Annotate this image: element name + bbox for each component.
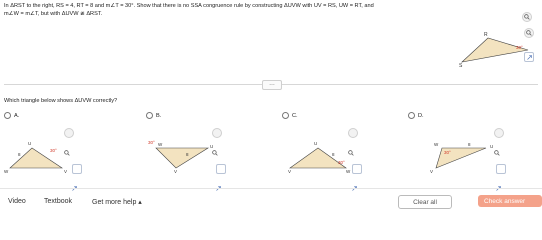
choice-d-expand-button[interactable] (496, 164, 506, 174)
label-value: 8 (468, 142, 471, 147)
label-r: R (484, 32, 488, 38)
more-button[interactable]: … (262, 80, 282, 90)
problem-statement (4, 2, 474, 18)
reference-expand-button[interactable] (524, 52, 534, 62)
label-value: 8 (332, 152, 335, 157)
choice-b-radio[interactable] (146, 112, 274, 119)
label-s: S (459, 63, 463, 68)
expand-icon (524, 52, 534, 62)
choice-c-radio[interactable] (282, 112, 410, 119)
choice-c-letter: C. (292, 112, 298, 119)
choice-a (4, 112, 132, 176)
choice-b-expand-button[interactable] (216, 164, 226, 174)
label-angle: 30° (50, 148, 57, 153)
choice-d (408, 112, 536, 176)
choice-c-triangle-svg (282, 134, 362, 174)
choice-d-triangle-svg (408, 134, 508, 174)
magnifier-icon (522, 12, 532, 22)
choice-b-triangle-svg (146, 134, 226, 174)
choice-d-letter: D. (418, 112, 424, 119)
expand-icon (352, 164, 362, 174)
label-w: W (4, 169, 9, 174)
radio-circle (146, 112, 153, 119)
choice-a-letter: A. (14, 112, 20, 119)
get-more-help-link[interactable]: Get more help ▴ (92, 199, 142, 206)
label-u: U (28, 141, 32, 146)
label-u: U (210, 144, 214, 149)
choice-a-radio[interactable] (4, 112, 132, 119)
video-link[interactable]: Video (8, 198, 26, 205)
label-angle: 30° (338, 160, 345, 165)
choice-c-expand-button[interactable] (352, 164, 362, 174)
label-w: W (158, 142, 163, 147)
label-u: U (314, 141, 318, 146)
label-value: 8 (18, 152, 21, 157)
expand-icon (216, 164, 226, 174)
choice-b-letter: B. (156, 112, 162, 119)
reference-zoom-button[interactable] (524, 28, 534, 38)
label-v: V (430, 169, 434, 174)
footer-toolbar (0, 188, 542, 219)
label-angle: 30° (516, 45, 523, 50)
label-angle: 30° (444, 150, 451, 155)
problem-line-1: In ΔRST to the right, RS = 4, RT = 8 and m∠T = 30°. Show that there is no SSA congruence rule by constructing ΔUVW with UV = RS, UW = RT, and (4, 3, 374, 9)
choice-b (146, 112, 274, 176)
radio-circle (4, 112, 11, 119)
expand-icon (72, 164, 82, 174)
textbook-link[interactable]: Textbook (44, 198, 73, 205)
choice-a-expand-button[interactable] (72, 164, 82, 174)
label-v: V (288, 169, 292, 174)
label-value: 8 (186, 152, 189, 157)
zoom-button[interactable] (522, 12, 532, 22)
label-angle: 30° (148, 140, 155, 145)
problem-line-2: m∠W = m∠T, but with ΔUVW ≇ ΔRST. (4, 11, 103, 17)
radio-circle (282, 112, 289, 119)
clear-all-button[interactable]: Clear all (398, 195, 452, 209)
label-w: W (346, 169, 351, 174)
label-w: W (434, 142, 439, 147)
label-u: U (490, 144, 494, 149)
label-v: V (174, 169, 178, 174)
reference-triangle-figure (458, 28, 538, 68)
check-answer-button[interactable]: Check answer (478, 195, 542, 207)
choice-d-radio[interactable] (408, 112, 536, 119)
question-text: Which triangle below shows ΔUVW correctly? (4, 98, 118, 104)
radio-circle (408, 112, 415, 119)
magnifier-icon (524, 28, 534, 38)
choice-c (282, 112, 410, 176)
expand-icon (496, 164, 506, 174)
label-v: V (64, 169, 68, 174)
